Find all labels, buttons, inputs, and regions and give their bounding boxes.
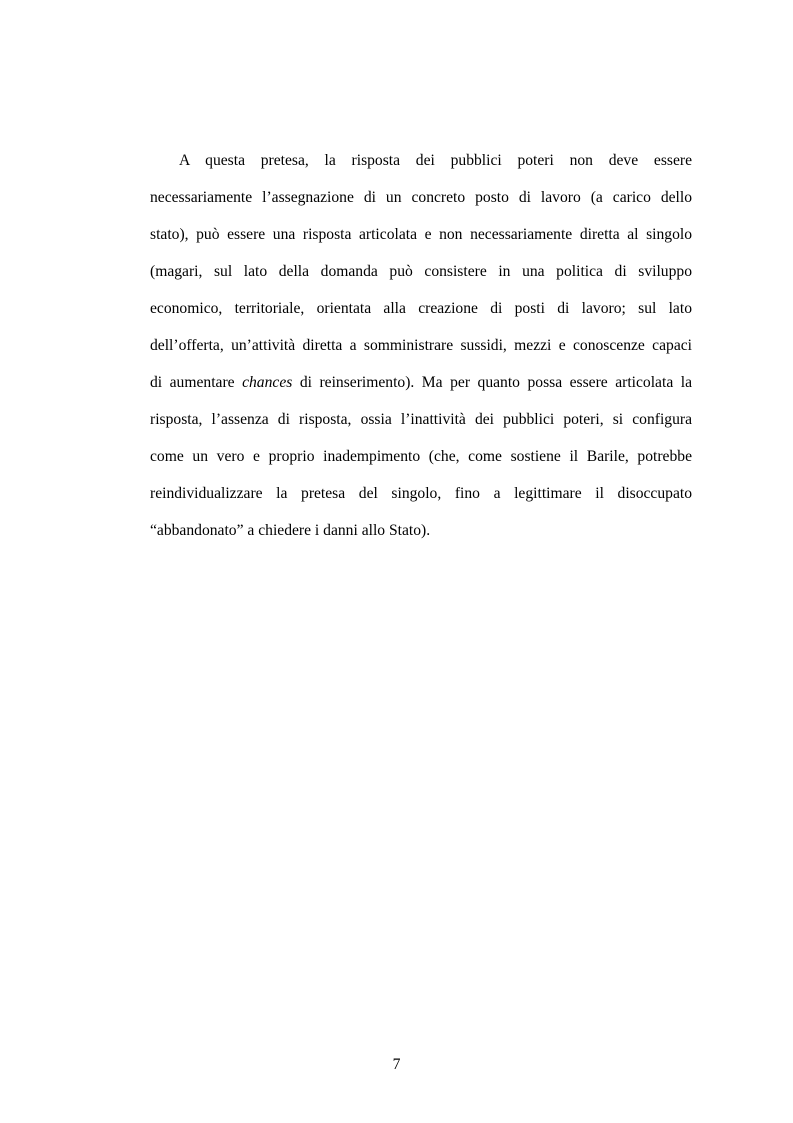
text-line-11: “abbandonato” a chiedere i danni allo Stato).	[150, 522, 431, 539]
text-line-7-end: di reinserimento). Ma per quanto possa essere articolata la	[292, 374, 692, 391]
text-line-10: reindividualizzare la pretesa del singolo, fino a legittimare il disoccupato	[150, 485, 692, 502]
text-line-3: stato), può essere una risposta articolata e non necessariamente diretta al singolo	[150, 226, 692, 243]
body-paragraph	[150, 142, 692, 549]
text-line-6: dell’offerta, un’attività diretta a somministrare sussidi, mezzi e conoscenze capaci	[150, 337, 692, 354]
text-line-1: A questa pretesa, la risposta dei pubblici poteri non deve essere	[179, 152, 692, 169]
text-line-8: risposta, l’assenza di risposta, ossia l’inattività dei pubblici poteri, si configura	[150, 411, 692, 428]
page-number: 7	[392, 1056, 401, 1073]
text-line-2: necessariamente l’assegnazione di un concreto posto di lavoro (a carico dello	[150, 189, 692, 206]
text-line-7	[150, 364, 692, 401]
italic-word-chances: chances	[242, 374, 293, 391]
text-line-4: (magari, sul lato della domanda può consistere in una politica di sviluppo	[150, 263, 692, 280]
text-line-9: come un vero e proprio inadempimento (che, come sostiene il Barile, potrebbe	[150, 448, 692, 465]
text-line-7-start: di aumentare	[150, 374, 243, 391]
text-line-5: economico, territoriale, orientata alla creazione di posti di lavoro; sul lato	[150, 300, 692, 317]
